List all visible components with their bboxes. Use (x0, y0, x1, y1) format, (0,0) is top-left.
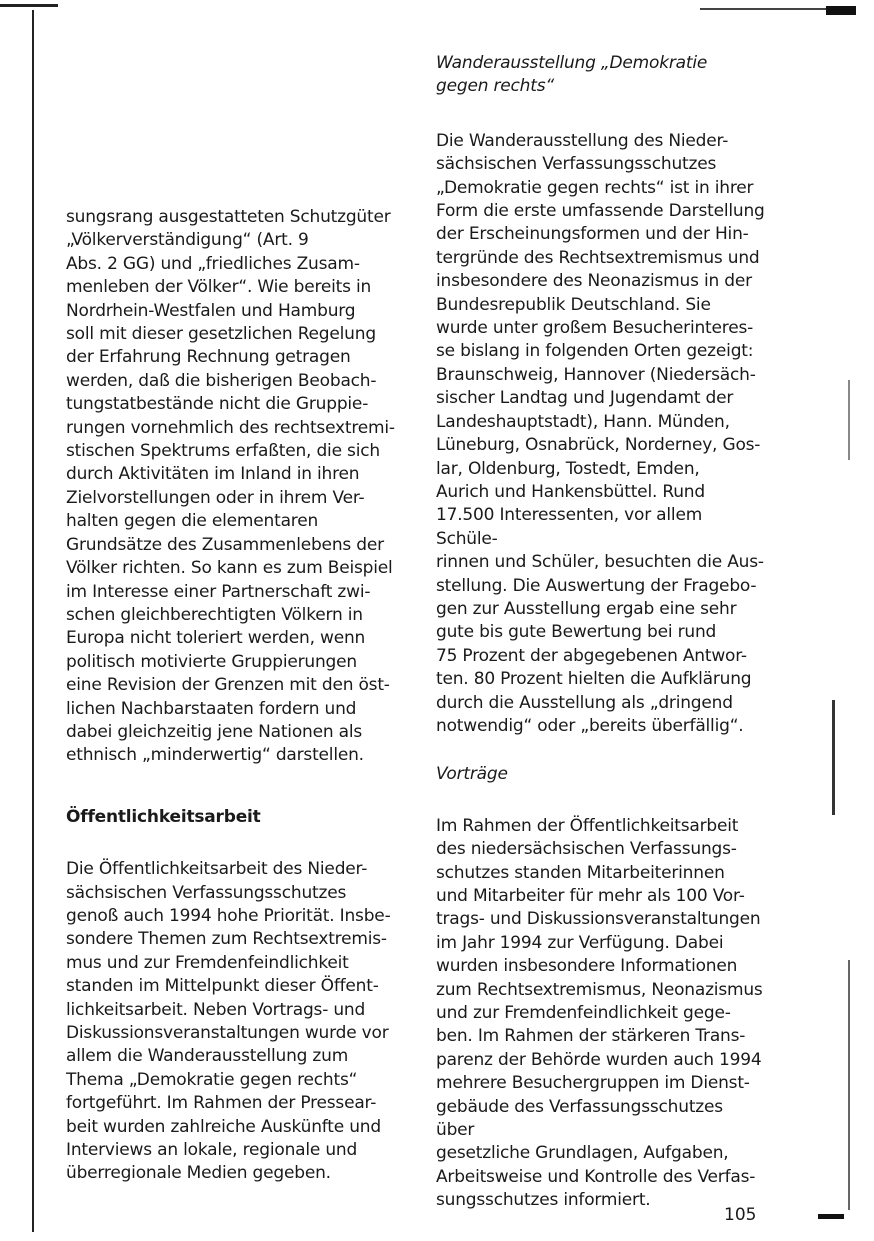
scan-border-top-left (0, 4, 58, 7)
right-column (436, 52, 766, 1213)
scan-border-top-right (700, 8, 826, 10)
scan-border-right-upper (848, 380, 850, 460)
scan-border-right-middle (832, 700, 835, 815)
page-number: 105 (724, 1205, 757, 1225)
subheading-wanderausstellung: Wanderausstellung „Demokratie gegen rechts“ (436, 53, 708, 97)
subheading-vortraege: Vorträge (436, 764, 508, 785)
scan-corner-mark-top (826, 6, 856, 15)
scan-border-right-lower (848, 960, 850, 1210)
section-heading-oeffentlichkeitsarbeit: Öffentlichkeitsarbeit (66, 806, 261, 827)
left-paragraph-oeffentlichkeitsarbeit: Die Öffentlichkeitsarbeit des Nieder- sächsischen Verfassungsschutzes genoß auch 1994 hohe Priorität. Insbe- sondere Themen zum Rechtsextremis- mus und zur Fremdenfeindlichkeit standen im Mittelpunkt dieser Öffent- lichkeitsarbeit. Neben Vortrags- und Diskussionsveranstaltungen wurde vor allem die Wanderausstellung zum Thema „Demokratie gegen rechts“ fortgeführt. Im Rahmen der Pressear- beit wurden zahlreiche Auskünfte und Interviews an lokale, regionale und überregionale Medien gegeben. (66, 859, 391, 1184)
scan-border-left (32, 10, 34, 1232)
left-paragraph-continued: sungsrang ausgestatteten Schutzgüter „Völkerverständigung“ (Art. 9 Abs. 2 GG) und „friedliches Zusam- menleben der Völker“. Wie bereits in Nordrhein-Westfalen und Hamburg soll mit dieser gesetzlichen Regelung der Erfahrung Rechnung getragen werden, daß die bisherigen Beobach- tungstatbestände nicht die Gruppie- rungen vornehmlich des rechtsextremi- stischen Spektrums erfaßten, die sich durch Aktivitäten im Inland in ihren Zielvorstellungen oder in ihrem Ver- halten gegen die elementaren Grundsätze des Zusammenlebens der Völker richten. So kann es zum Beispiel im Interesse einer Partnerschaft zwi- schen gleichberechtigten Völkern in Europa nicht toleriert werden, wenn politisch motivierte Gruppierungen eine Revision der Grenzen mit den öst- lichen Nachbarstaaten fordern und dabei gleichzeitig jene Nationen als ethnisch „minderwertig“ darstellen. (66, 207, 395, 766)
right-paragraph-wanderausstellung: Die Wanderausstellung des Nieder- sächsischen Verfassungsschutzes „Demokratie gegen rechts“ ist in ihrer Form die erste umfassende Darstellung der Erscheinungsformen und der Hin- tergründe des Rechtsextremismus und insbesondere des Neonazismus in der Bundesrepublik Deutschland. Sie wurde unter großem Besucherinteres- se bislang in folgenden Orten gezeigt: Braunschweig, Hannover (Niedersäch- sischer Landtag und Jugendamt der Landeshauptstadt), Hann. Münden, Lüneburg, Osnabrück, Norderney, Gos- lar, Oldenburg, Tostedt, Emden, Aurich und Hankensbüttel. Rund 17.500 Interessenten, vor allem Schüle- rinnen und Schüler, besuchten die Aus- stellung. Die Auswertung der Fragebo- gen zur Ausstellung ergab eine sehr gute bis gute Bewertung bei rund 75 Prozent der abgegebenen Antwor- ten. 80 Prozent hielten die Aufklärung durch die Ausstellung als „dringend notwendig“ oder „bereits überfällig“. (436, 130, 765, 736)
right-paragraph-vortraege: Im Rahmen der Öffentlichkeitsarbeit des niedersächsischen Verfassungs- schutzes standen Mitarbeiterinnen und Mitarbeiter für mehr als 100 Vor- trags- und Diskussionsveranstaltungen im Jahr 1994 zur Verfügung. Dabei wurden insbesondere Informationen zum Rechtsextremismus, Neonazismus und zur Fremdenfeindlichkeit gege- ben. Im Rahmen der stärkeren Trans- parenz der Behörde wurden auch 1994 mehrere Besuchergruppen im Dienst- gebäude des Verfassungsschutzes über gesetzliche Grundlagen, Aufgaben, Arbeitsweise und Kontrolle des Verfas- sungsschutzes informiert. (436, 815, 763, 1211)
scan-corner-mark-bottom (818, 1214, 844, 1219)
left-column (66, 206, 406, 1186)
